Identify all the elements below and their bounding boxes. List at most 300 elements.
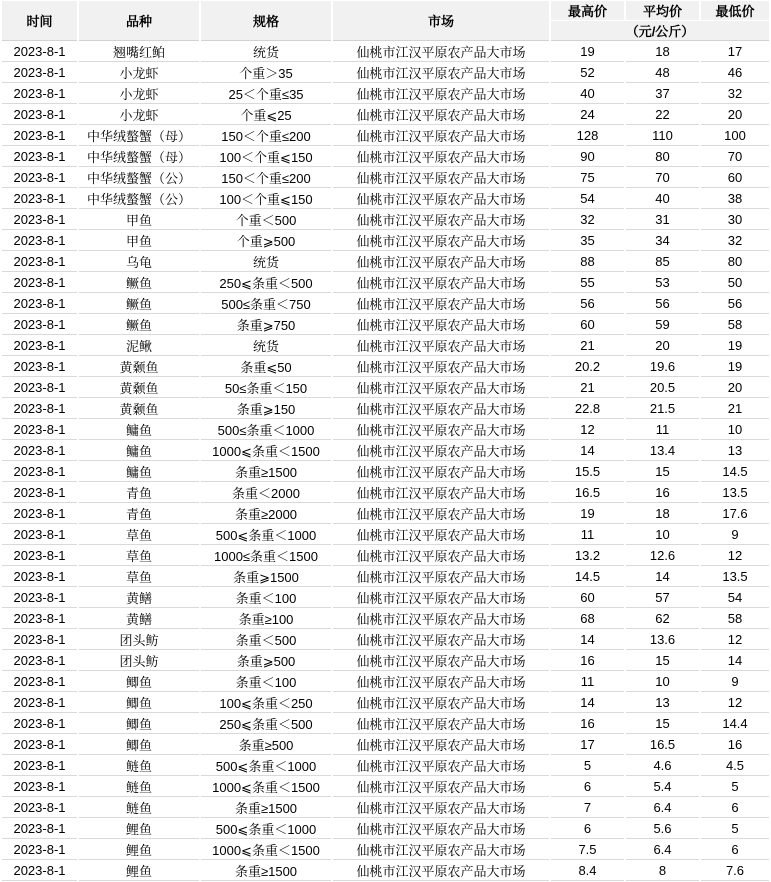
cell-max: 32 — [551, 210, 624, 230]
table-row — [2, 315, 769, 335]
cell-spec: 条重≥2000 — [201, 504, 331, 524]
cell-min: 9 — [701, 525, 769, 545]
table-row — [2, 231, 769, 251]
unit-header: （元/公斤） — [551, 21, 769, 41]
table-row — [2, 567, 769, 587]
cell-variety: 中华绒螯蟹（公） — [79, 189, 199, 209]
cell-variety: 小龙虾 — [79, 84, 199, 104]
table-row — [2, 168, 769, 188]
cell-avg: 15 — [626, 462, 699, 482]
cell-min: 58 — [701, 315, 769, 335]
cell-min: 80 — [701, 252, 769, 272]
cell-avg: 22 — [626, 105, 699, 125]
cell-avg: 6.4 — [626, 798, 699, 818]
cell-min: 17.6 — [701, 504, 769, 524]
cell-market: 仙桃市江汉平原农产品大市场 — [333, 588, 549, 608]
cell-variety: 鲢鱼 — [79, 777, 199, 797]
cell-spec: 条重＜500 — [201, 630, 331, 650]
header-row-main — [2, 1, 769, 20]
cell-market: 仙桃市江汉平原农产品大市场 — [333, 231, 549, 251]
cell-spec: 条重⩾750 — [201, 315, 331, 335]
cell-max: 14 — [551, 441, 624, 461]
cell-spec: 条重＜2000 — [201, 483, 331, 503]
cell-date: 2023-8-1 — [2, 105, 77, 125]
cell-date: 2023-8-1 — [2, 294, 77, 314]
cell-avg: 110 — [626, 126, 699, 146]
cell-avg: 13.6 — [626, 630, 699, 650]
cell-spec: 条重⩾1500 — [201, 567, 331, 587]
cell-spec: 条重＜100 — [201, 672, 331, 692]
cell-spec: 个重＞35 — [201, 63, 331, 83]
cell-variety: 黄鳝 — [79, 609, 199, 629]
cell-min: 16 — [701, 735, 769, 755]
cell-avg: 70 — [626, 168, 699, 188]
cell-min: 9 — [701, 672, 769, 692]
cell-market: 仙桃市江汉平原农产品大市场 — [333, 819, 549, 839]
cell-spec: 500⩽条重＜1000 — [201, 525, 331, 545]
cell-date: 2023-8-1 — [2, 378, 77, 398]
cell-min: 14 — [701, 651, 769, 671]
cell-max: 16.5 — [551, 483, 624, 503]
cell-variety: 小龙虾 — [79, 105, 199, 125]
cell-max: 75 — [551, 168, 624, 188]
cell-max: 60 — [551, 315, 624, 335]
cell-spec: 统货 — [201, 336, 331, 356]
cell-min: 7.6 — [701, 861, 769, 881]
cell-variety: 草鱼 — [79, 525, 199, 545]
cell-market: 仙桃市江汉平原农产品大市场 — [333, 693, 549, 713]
cell-date: 2023-8-1 — [2, 693, 77, 713]
table-row — [2, 819, 769, 839]
table-row — [2, 420, 769, 440]
cell-avg: 21.5 — [626, 399, 699, 419]
cell-market: 仙桃市江汉平原农产品大市场 — [333, 777, 549, 797]
cell-max: 52 — [551, 63, 624, 83]
cell-market: 仙桃市江汉平原农产品大市场 — [333, 420, 549, 440]
cell-min: 10 — [701, 420, 769, 440]
table-row — [2, 336, 769, 356]
cell-max: 21 — [551, 378, 624, 398]
cell-avg: 6.4 — [626, 840, 699, 860]
cell-spec: 统货 — [201, 42, 331, 62]
table-row — [2, 252, 769, 272]
cell-max: 5 — [551, 756, 624, 776]
cell-date: 2023-8-1 — [2, 399, 77, 419]
cell-date: 2023-8-1 — [2, 336, 77, 356]
cell-min: 12 — [701, 630, 769, 650]
table-row — [2, 735, 769, 755]
cell-date: 2023-8-1 — [2, 777, 77, 797]
cell-avg: 62 — [626, 609, 699, 629]
cell-market: 仙桃市江汉平原农产品大市场 — [333, 189, 549, 209]
cell-date: 2023-8-1 — [2, 525, 77, 545]
cell-date: 2023-8-1 — [2, 840, 77, 860]
cell-avg: 14 — [626, 567, 699, 587]
cell-market: 仙桃市江汉平原农产品大市场 — [333, 168, 549, 188]
cell-max: 90 — [551, 147, 624, 167]
cell-date: 2023-8-1 — [2, 252, 77, 272]
cell-max: 8.4 — [551, 861, 624, 881]
cell-date: 2023-8-1 — [2, 84, 77, 104]
table-row — [2, 357, 769, 377]
table-row — [2, 42, 769, 62]
cell-spec: 25＜个重≤35 — [201, 84, 331, 104]
cell-variety: 黄颡鱼 — [79, 399, 199, 419]
cell-max: 6 — [551, 819, 624, 839]
cell-spec: 1000⩽条重＜1500 — [201, 441, 331, 461]
cell-min: 14.4 — [701, 714, 769, 734]
cell-spec: 100＜个重⩽150 — [201, 147, 331, 167]
cell-min: 46 — [701, 63, 769, 83]
cell-variety: 鳙鱼 — [79, 441, 199, 461]
cell-variety: 鲤鱼 — [79, 861, 199, 881]
table-row — [2, 609, 769, 629]
cell-spec: 条重⩾150 — [201, 399, 331, 419]
table-row — [2, 504, 769, 524]
cell-max: 19 — [551, 42, 624, 62]
cell-max: 14 — [551, 693, 624, 713]
cell-min: 12 — [701, 546, 769, 566]
cell-min: 20 — [701, 378, 769, 398]
cell-min: 12 — [701, 693, 769, 713]
cell-spec: 1000⩽条重＜1500 — [201, 777, 331, 797]
table-row — [2, 546, 769, 566]
cell-market: 仙桃市江汉平原农产品大市场 — [333, 567, 549, 587]
cell-date: 2023-8-1 — [2, 504, 77, 524]
col-header-min-price: 最低价 — [701, 1, 769, 20]
cell-spec: 1000≤条重＜1500 — [201, 546, 331, 566]
cell-min: 100 — [701, 126, 769, 146]
table-row — [2, 714, 769, 734]
cell-max: 7 — [551, 798, 624, 818]
cell-date: 2023-8-1 — [2, 210, 77, 230]
cell-date: 2023-8-1 — [2, 168, 77, 188]
cell-market: 仙桃市江汉平原农产品大市场 — [333, 525, 549, 545]
cell-max: 68 — [551, 609, 624, 629]
cell-market: 仙桃市江汉平原农产品大市场 — [333, 735, 549, 755]
table-row — [2, 672, 769, 692]
cell-max: 14 — [551, 630, 624, 650]
cell-market: 仙桃市江汉平原农产品大市场 — [333, 294, 549, 314]
cell-max: 16 — [551, 651, 624, 671]
cell-avg: 37 — [626, 84, 699, 104]
cell-variety: 鳜鱼 — [79, 294, 199, 314]
cell-market: 仙桃市江汉平原农产品大市场 — [333, 630, 549, 650]
cell-market: 仙桃市江汉平原农产品大市场 — [333, 315, 549, 335]
cell-variety: 团头鲂 — [79, 651, 199, 671]
cell-avg: 4.6 — [626, 756, 699, 776]
cell-max: 56 — [551, 294, 624, 314]
cell-market: 仙桃市江汉平原农产品大市场 — [333, 483, 549, 503]
table-row — [2, 63, 769, 83]
table-row — [2, 273, 769, 293]
table-row — [2, 210, 769, 230]
cell-market: 仙桃市江汉平原农产品大市场 — [333, 546, 549, 566]
cell-market: 仙桃市江汉平原农产品大市场 — [333, 210, 549, 230]
table-row — [2, 861, 769, 881]
cell-variety: 甲鱼 — [79, 231, 199, 251]
cell-min: 17 — [701, 42, 769, 62]
cell-max: 13.2 — [551, 546, 624, 566]
cell-market: 仙桃市江汉平原农产品大市场 — [333, 378, 549, 398]
table-row — [2, 84, 769, 104]
col-header-max-price: 最高价 — [551, 1, 624, 20]
cell-market: 仙桃市江汉平原农产品大市场 — [333, 147, 549, 167]
cell-min: 56 — [701, 294, 769, 314]
cell-date: 2023-8-1 — [2, 147, 77, 167]
cell-avg: 13 — [626, 693, 699, 713]
cell-min: 32 — [701, 231, 769, 251]
cell-spec: 条重≥1500 — [201, 861, 331, 881]
cell-market: 仙桃市江汉平原农产品大市场 — [333, 672, 549, 692]
table-header — [2, 1, 769, 41]
cell-avg: 34 — [626, 231, 699, 251]
cell-date: 2023-8-1 — [2, 189, 77, 209]
cell-market: 仙桃市江汉平原农产品大市场 — [333, 399, 549, 419]
cell-avg: 19.6 — [626, 357, 699, 377]
cell-market: 仙桃市江汉平原农产品大市场 — [333, 504, 549, 524]
cell-spec: 50≤条重＜150 — [201, 378, 331, 398]
cell-market: 仙桃市江汉平原农产品大市场 — [333, 336, 549, 356]
cell-max: 17 — [551, 735, 624, 755]
cell-avg: 16 — [626, 483, 699, 503]
cell-max: 128 — [551, 126, 624, 146]
cell-date: 2023-8-1 — [2, 819, 77, 839]
cell-min: 13.5 — [701, 567, 769, 587]
cell-avg: 20.5 — [626, 378, 699, 398]
table-row — [2, 756, 769, 776]
cell-avg: 80 — [626, 147, 699, 167]
cell-max: 88 — [551, 252, 624, 272]
cell-avg: 31 — [626, 210, 699, 230]
cell-spec: 1000⩽条重＜1500 — [201, 840, 331, 860]
cell-date: 2023-8-1 — [2, 126, 77, 146]
cell-min: 4.5 — [701, 756, 769, 776]
cell-avg: 85 — [626, 252, 699, 272]
cell-market: 仙桃市江汉平原农产品大市场 — [333, 126, 549, 146]
cell-market: 仙桃市江汉平原农产品大市场 — [333, 714, 549, 734]
cell-spec: 个重⩽25 — [201, 105, 331, 125]
cell-max: 35 — [551, 231, 624, 251]
cell-date: 2023-8-1 — [2, 63, 77, 83]
cell-date: 2023-8-1 — [2, 567, 77, 587]
cell-market: 仙桃市江汉平原农产品大市场 — [333, 42, 549, 62]
cell-variety: 乌龟 — [79, 252, 199, 272]
table-row — [2, 441, 769, 461]
cell-spec: 条重⩽50 — [201, 357, 331, 377]
cell-date: 2023-8-1 — [2, 588, 77, 608]
cell-market: 仙桃市江汉平原农产品大市场 — [333, 609, 549, 629]
cell-avg: 10 — [626, 525, 699, 545]
cell-max: 11 — [551, 525, 624, 545]
cell-market: 仙桃市江汉平原农产品大市场 — [333, 273, 549, 293]
cell-variety: 团头鲂 — [79, 630, 199, 650]
cell-variety: 鲫鱼 — [79, 735, 199, 755]
cell-variety: 黄颡鱼 — [79, 357, 199, 377]
cell-spec: 500≤条重＜750 — [201, 294, 331, 314]
cell-date: 2023-8-1 — [2, 756, 77, 776]
col-header-time: 时间 — [2, 1, 77, 41]
cell-spec: 条重≥1500 — [201, 798, 331, 818]
cell-variety: 鲫鱼 — [79, 672, 199, 692]
cell-market: 仙桃市江汉平原农产品大市场 — [333, 84, 549, 104]
table-row — [2, 462, 769, 482]
table-row — [2, 630, 769, 650]
cell-max: 6 — [551, 777, 624, 797]
cell-variety: 草鱼 — [79, 546, 199, 566]
cell-market: 仙桃市江汉平原农产品大市场 — [333, 441, 549, 461]
cell-max: 55 — [551, 273, 624, 293]
table-body — [2, 42, 769, 881]
cell-avg: 48 — [626, 63, 699, 83]
cell-min: 6 — [701, 840, 769, 860]
cell-min: 32 — [701, 84, 769, 104]
cell-date: 2023-8-1 — [2, 861, 77, 881]
cell-spec: 500⩽条重＜1000 — [201, 756, 331, 776]
cell-variety: 青鱼 — [79, 504, 199, 524]
cell-avg: 15 — [626, 714, 699, 734]
cell-avg: 20 — [626, 336, 699, 356]
cell-market: 仙桃市江汉平原农产品大市场 — [333, 462, 549, 482]
table-row — [2, 399, 769, 419]
cell-variety: 青鱼 — [79, 483, 199, 503]
cell-min: 13.5 — [701, 483, 769, 503]
cell-avg: 18 — [626, 504, 699, 524]
cell-max: 7.5 — [551, 840, 624, 860]
cell-avg: 16.5 — [626, 735, 699, 755]
table-row — [2, 483, 769, 503]
cell-spec: 500≤条重＜1000 — [201, 420, 331, 440]
cell-date: 2023-8-1 — [2, 420, 77, 440]
table-row — [2, 378, 769, 398]
cell-date: 2023-8-1 — [2, 735, 77, 755]
cell-spec: 100＜个重⩽150 — [201, 189, 331, 209]
cell-date: 2023-8-1 — [2, 231, 77, 251]
cell-max: 54 — [551, 189, 624, 209]
cell-avg: 5.4 — [626, 777, 699, 797]
table-row — [2, 189, 769, 209]
cell-market: 仙桃市江汉平原农产品大市场 — [333, 252, 549, 272]
cell-date: 2023-8-1 — [2, 672, 77, 692]
cell-market: 仙桃市江汉平原农产品大市场 — [333, 840, 549, 860]
cell-avg: 53 — [626, 273, 699, 293]
cell-date: 2023-8-1 — [2, 273, 77, 293]
table-row — [2, 798, 769, 818]
table-row — [2, 840, 769, 860]
cell-spec: 条重≥100 — [201, 609, 331, 629]
table-row — [2, 651, 769, 671]
cell-avg: 13.4 — [626, 441, 699, 461]
table-row — [2, 294, 769, 314]
cell-date: 2023-8-1 — [2, 462, 77, 482]
table-row — [2, 147, 769, 167]
cell-date: 2023-8-1 — [2, 630, 77, 650]
col-header-variety: 品种 — [79, 1, 199, 41]
cell-max: 12 — [551, 420, 624, 440]
cell-avg: 18 — [626, 42, 699, 62]
cell-avg: 5.6 — [626, 819, 699, 839]
cell-variety: 中华绒螯蟹（母） — [79, 147, 199, 167]
cell-min: 20 — [701, 105, 769, 125]
cell-max: 60 — [551, 588, 624, 608]
cell-spec: 条重＜100 — [201, 588, 331, 608]
table-row — [2, 588, 769, 608]
cell-date: 2023-8-1 — [2, 609, 77, 629]
cell-min: 5 — [701, 819, 769, 839]
cell-variety: 鳜鱼 — [79, 315, 199, 335]
cell-market: 仙桃市江汉平原农产品大市场 — [333, 357, 549, 377]
cell-min: 5 — [701, 777, 769, 797]
cell-avg: 40 — [626, 189, 699, 209]
cell-max: 20.2 — [551, 357, 624, 377]
cell-avg: 12.6 — [626, 546, 699, 566]
cell-avg: 56 — [626, 294, 699, 314]
cell-spec: 条重≥1500 — [201, 462, 331, 482]
cell-variety: 鲤鱼 — [79, 819, 199, 839]
cell-market: 仙桃市江汉平原农产品大市场 — [333, 756, 549, 776]
cell-min: 19 — [701, 336, 769, 356]
table-row — [2, 126, 769, 146]
cell-variety: 鲢鱼 — [79, 756, 199, 776]
cell-date: 2023-8-1 — [2, 714, 77, 734]
cell-min: 54 — [701, 588, 769, 608]
cell-min: 70 — [701, 147, 769, 167]
cell-min: 60 — [701, 168, 769, 188]
cell-variety: 翘嘴红鲌 — [79, 42, 199, 62]
cell-max: 15.5 — [551, 462, 624, 482]
cell-max: 16 — [551, 714, 624, 734]
cell-date: 2023-8-1 — [2, 315, 77, 335]
cell-market: 仙桃市江汉平原农产品大市场 — [333, 861, 549, 881]
table-row — [2, 777, 769, 797]
cell-min: 14.5 — [701, 462, 769, 482]
cell-variety: 鳜鱼 — [79, 273, 199, 293]
cell-date: 2023-8-1 — [2, 357, 77, 377]
col-header-avg-price: 平均价 — [626, 1, 699, 20]
cell-max: 19 — [551, 504, 624, 524]
cell-variety: 甲鱼 — [79, 210, 199, 230]
col-header-spec: 规格 — [201, 1, 331, 41]
cell-variety: 中华绒螯蟹（公） — [79, 168, 199, 188]
cell-max: 14.5 — [551, 567, 624, 587]
cell-spec: 100⩽条重＜250 — [201, 693, 331, 713]
cell-min: 58 — [701, 609, 769, 629]
cell-avg: 15 — [626, 651, 699, 671]
cell-variety: 鲤鱼 — [79, 840, 199, 860]
cell-variety: 鲫鱼 — [79, 693, 199, 713]
cell-avg: 57 — [626, 588, 699, 608]
cell-min: 30 — [701, 210, 769, 230]
cell-max: 24 — [551, 105, 624, 125]
cell-date: 2023-8-1 — [2, 546, 77, 566]
cell-min: 13 — [701, 441, 769, 461]
cell-date: 2023-8-1 — [2, 651, 77, 671]
cell-min: 50 — [701, 273, 769, 293]
cell-avg: 59 — [626, 315, 699, 335]
cell-spec: 条重⩾500 — [201, 651, 331, 671]
cell-variety: 鲢鱼 — [79, 798, 199, 818]
cell-market: 仙桃市江汉平原农产品大市场 — [333, 651, 549, 671]
cell-avg: 10 — [626, 672, 699, 692]
col-header-market: 市场 — [333, 1, 549, 41]
cell-variety: 中华绒螯蟹（母） — [79, 126, 199, 146]
cell-date: 2023-8-1 — [2, 42, 77, 62]
cell-market: 仙桃市江汉平原农产品大市场 — [333, 63, 549, 83]
cell-min: 38 — [701, 189, 769, 209]
cell-max: 40 — [551, 84, 624, 104]
cell-max: 21 — [551, 336, 624, 356]
cell-spec: 150＜个重≤200 — [201, 168, 331, 188]
